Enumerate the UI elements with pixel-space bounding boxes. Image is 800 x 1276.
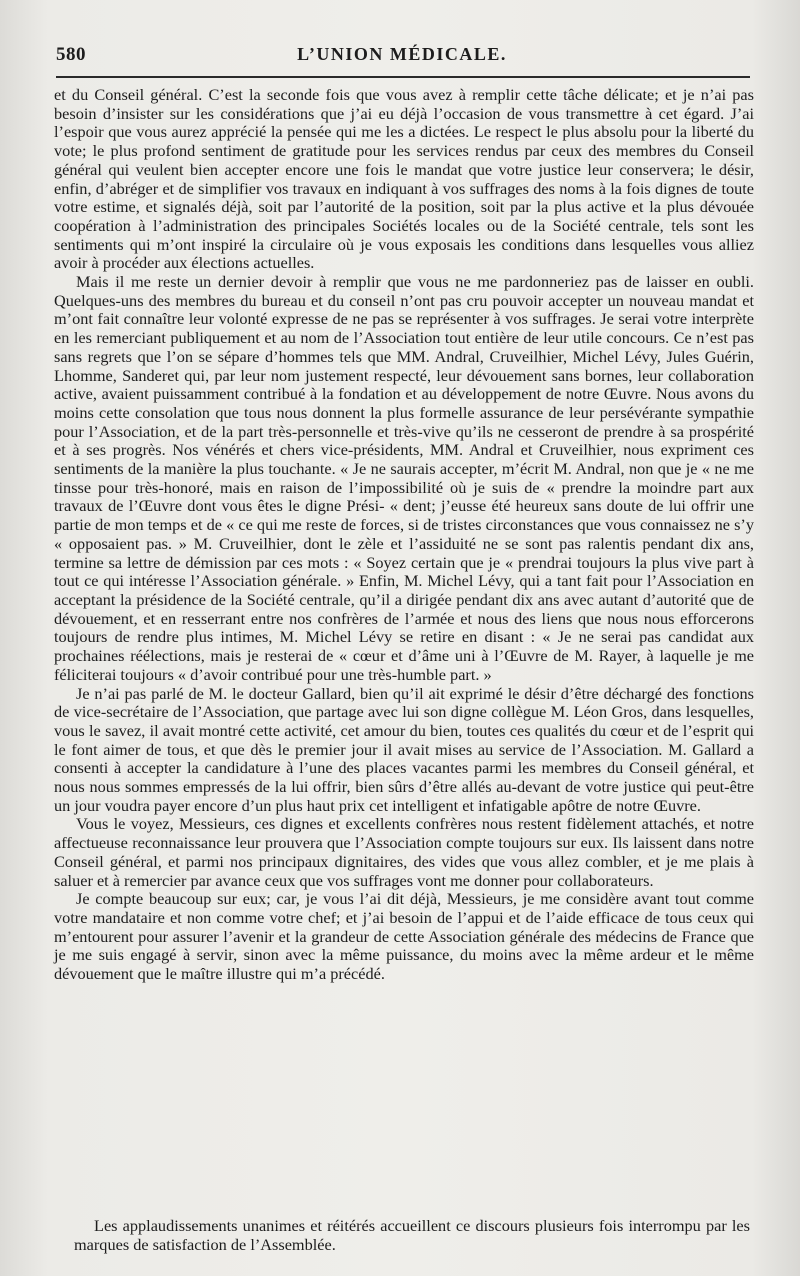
running-title: L’UNION MÉDICALE. (297, 44, 507, 64)
page-header (56, 44, 748, 74)
page-number: 580 (56, 44, 86, 65)
paragraph: Je compte beaucoup sur eux; car, je vous l’ai dit déjà, Messieurs, je me considère avant tout comme votre mandataire et non comme votre chef; et j’ai besoin de l’appui et de l’aide efficace de tous ceux qui m’entourent pour assurer l’avenir et la grandeur de cette Association générale des médecins de France que je me suis engagé à servir, sinon avec la même puissance, du moins avec la même ardeur et le même dévouement que le maître illustre qui m’a précédé. (54, 889, 754, 984)
paragraph: Vous le voyez, Messieurs, ces dignes et excellents confrères nous restent fidèlement attachés, et notre affectueuse reconnaissance leur prouvera que l’Association compte toujours sur eux. Ils laissent dans notre Conseil général, et parmi nos principaux dignitaires, des vides que vous allez combler, et je me plais à saluer et à remercier par avance ceux que vos suffrages vont me donner pour collaborateurs. (54, 814, 754, 890)
paragraph: Je n’ai pas parlé de M. le docteur Gallard, bien qu’il ait exprimé le désir d’être déchargé des fonctions de vice-secrétaire de l’Association, que partage avec lui son digne collègue M. Léon Gros, dans lesquelles, vous le savez, il avait montré cette activité, cet amour du bien, toutes ces qualités du cœur et de l’esprit qui le font aimer de tous, et que dès le premier jour il avait mises au service de l’Association. M. Gallard a consenti à accepter la candidature à l’une des places vacantes parmi les membres du Conseil général, et nous nous sommes empressés de la lui offrir, bien sûrs d’être allés au-devant de votre justice qui peut-être un jour voudra payer encore d’un plus haut prix cet intelligent et infatigable apôtre de notre Œuvre. (54, 683, 754, 815)
closing-paragraph: Les applaudissements unanimes et réitérés accueillent ce discours plusieurs fois interrompu par les marques de satisfaction de l’Assemblée. (74, 1216, 750, 1254)
header-rule (56, 76, 750, 78)
paragraph: et du Conseil général. C’est la seconde fois que vous avez à remplir cette tâche délicate; et je n’ai pas besoin d’insister sur les considérations que j’ai eu déjà l’occasion de vous transmettre à cet égard. J’ai l’espoir que vous aurez apprécié la pensée qui me les a dictées. Le respect le plus absolu pour la liberté du vote; le plus profond sentiment de gratitude pour les services rendus par ceux des membres du Conseil général qui veulent bien accepter encore une fois le mandat que votre justice leur conservera; le désir, enfin, d’abréger et de simplifier vos travaux en indiquant à vos suffrages des noms à la fois dignes de toute votre estime, et signalés déjà, soit par l’autorité de la position, soit par la plus active et la plus dévouée coopération à l’administration des principales Sociétés locales ou de la Société centrale, tels sont les sentiments qui m’ont inspiré la circulaire où je vous exposais les conditions dans lesquelles vous alliez avoir à procéder aux élections actuelles. (54, 85, 754, 273)
paragraph: Mais il me reste un dernier devoir à remplir que vous ne me pardonneriez pas de laisser en oubli. Quelques-uns des membres du bureau et du conseil n’ont pas cru pouvoir accepter un nouveau mandat et m’ont fait connaître leur volonté expresse de ne pas se représenter à vos suffrages. Je serai votre interprète en les remerciant publiquement et au nom de l’Association tout entière de leur utile concours. Ce n’est pas sans regrets que l’on se sépare d’hommes tels que MM. Andral, Cruveilhier, Michel Lévy, Jules Guérin, Lhomme, Sanderet qui, par leur nom justement respecté, leur dévouement sans bornes, leur collaboration active, avaient puissamment contribué à la fondation et au développement de notre Œuvre. Nous avons du moins cette consolation que tous nous donnent la plus formelle assurance de leur persévérante sympathie pour l’Association, et de la part très-personnelle et très-vive qu’ils ne cesseront de prendre à sa prospérité et à ses progrès. Nos vénérés et chers vice-présidents, MM. Andral et Cruveilhier, nous expriment ces sentiments de la manière la plus touchante. « Je ne saurais accepter, m’écrit M. Andral, non que je « ne me tinsse pour très-honoré, mais en raison de l’impossibilité où je suis de « prendre la moindre part aux travaux de l’Œuvre dont vous êtes le digne Prési- « dent; j’eusse été heureux sans doute de lui offrir une partie de mon temps et de « ce qui me reste de forces, si de tristes circonstances que vous connaissez ne s’y « opposaient pas. » M. Cruveilhier, dont le zèle et l’assiduité ne se sont pas ralentis pendant dix ans, termine sa lettre de démission par ces mots : « Soyez certain que je « prendrai toujours la plus vive part à tout ce qui intéresse l’Association générale. » Enfin, M. Michel Lévy, qui a tant fait pour l’Association en acceptant la présidence de la Société centrale, qu’il a dirigée pendant dix ans avec autant d’autorité que de dévouement, et en resserrant entre nos confrères de l’armée et nous des liens que nous nous efforcerons toujours de rendre plus intimes, M. Michel Lévy se retire en disant : « Je ne serai pas candidat aux prochaines réélections, mais je resterai de « cœur et d’âme uni à l’Œuvre de M. Rayer, à laquelle je me féliciterai toujours « d’avoir contribué pour une très-humble part. » (54, 272, 754, 684)
closing-note (74, 1216, 750, 1254)
body-text (54, 86, 754, 984)
